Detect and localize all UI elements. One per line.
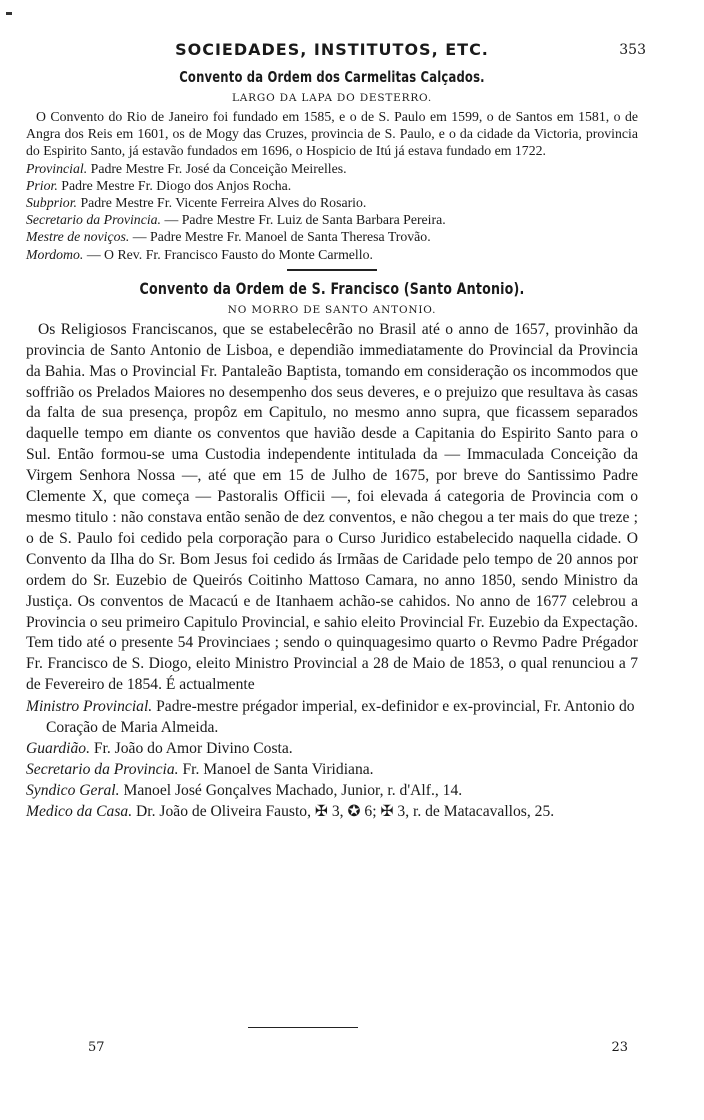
running-title: SOCIEDADES, INSTITUTOS, ETC.: [175, 40, 489, 59]
section1-officer: [26, 160, 638, 177]
printer-mark: [6, 12, 12, 15]
officer-name: Padre-mestre prégador imperial, ex-definidor e ex-provincial, Fr. Antonio do Coração de Maria Almeida.: [46, 698, 635, 737]
section2-text: Os Religiosos Franciscanos, que se estabelecêrão no Brasil até o anno de 1657, provinhão da provincia de Santo Antonio de Lisboa, e dependião immediatamente do Provincial da Provincia da Bahia. Mas o Provincial Fr. Pantaleão Baptista, tomando em consideração os incommodos que soffrião os Prelados Maiores no desempenho dos seus deveres, e o prejuizo que resultava às casas da falta de sua presença, propôz em Capitulo, no mesmo anno supra, que ficassem separados daquelle tempo em diante os conventos que havião desde a Capitania do Espirito Santo para o Sul. Então formou-se uma Custodia independente intitulada da — Immaculada Conceição da Virgem Senhora Nossa —, até que em 15 de Julho de 1675, por breve do Santissimo Padre Clemente X, que começa — Pastoralis Officii —, foi elevada á categoria de Provincia com o mesmo titulo : não constava então senão de dez conventos, e não chegou a ter mais do que treze ; o de S. Paulo foi cedido pela corporação para o Curso Juridico estabelecido naquella cidade. O Convento da Ilha do Sr. Bom Jesus foi cedido ás Irmãas de Caridade pelo tempo de 20 annos por ordem do Sr. Euzebio de Queirós Coitinho Mattoso Camara, no anno 1850, sendo Ministro da Justiça. Os conventos de Macacú e de Itanhaem achão-se cahidos. No anno de 1677 celebrou a Provincia o seu primeiro Capitulo Provincial, e sahio eleito Provincial Fr. Euzebio da Expectação. Tem tido até o presente 54 Provinciaes ; sendo o quinquagesimo quarto o Revmo Padre Prégador Fr. Francisco de S. Diogo, eleito Ministro Provincial a 28 de Maio de 1853, o qual renunciou a 7 de Fevereiro de 1854. É actualmente: [26, 320, 638, 694]
signature-mark-right: 23: [611, 1040, 628, 1055]
running-header: [26, 38, 646, 64]
section2-officer: [26, 759, 638, 780]
section1-location: LARGO DA LAPA DO DESTERRO.: [232, 92, 432, 104]
signature-mark-left: 57: [88, 1040, 105, 1055]
officer-name: Fr. Manoel de Santa Viridiana.: [182, 761, 374, 779]
section2-officer: [26, 801, 638, 822]
section2-location: NO MORRO DE SANTO ANTONIO.: [227, 303, 437, 316]
officer-role: Secretario da Provincia.: [26, 212, 161, 228]
footer: [26, 1040, 638, 1064]
section2-officer: [26, 738, 638, 759]
officer-role: Ministro Provincial.: [26, 698, 153, 716]
officer-role: Medico da Casa.: [26, 803, 133, 821]
page: [26, 38, 646, 822]
section1-officer: [26, 177, 638, 194]
page-number: 353: [619, 42, 646, 58]
officer-role: Subprior.: [26, 195, 77, 211]
officer-role: Syndico Geral.: [26, 782, 120, 800]
officer-name: Fr. João do Amor Divino Costa.: [93, 740, 293, 758]
section1-title: Convento da Ordem dos Carmelitas Calçados.: [179, 68, 485, 86]
officer-role: Guardião.: [26, 740, 90, 758]
section-divider: [287, 269, 377, 271]
officer-name: Padre Mestre Fr. Diogo dos Anjos Rocha.: [61, 177, 292, 193]
officer-name: — O Rev. Fr. Francisco Fausto do Monte Carmello.: [86, 246, 373, 262]
footer-divider: [248, 1027, 358, 1028]
section1-officer: [26, 246, 638, 263]
officer-name: Dr. João de Oliveira Fausto, ✠ 3, ✪ 6; ✠ 3, r. de Matacavallos, 25.: [136, 803, 555, 821]
officer-name: Manoel José Gonçalves Machado, Junior, r. d'Alf., 14.: [123, 782, 463, 800]
officer-role: Mordomo.: [26, 246, 84, 262]
officer-name: Padre Mestre Fr. Vicente Ferreira Alves do Rosario.: [80, 195, 367, 211]
section2-officer: [26, 780, 638, 801]
section1-officer: [26, 228, 638, 245]
officer-role: Prior.: [26, 177, 58, 193]
officer-role: Secretario da Provincia.: [26, 761, 179, 779]
officer-role: Mestre de noviços.: [26, 229, 130, 245]
section1-text: O Convento do Rio de Janeiro foi fundado em 1585, e o de S. Paulo em 1599, o de Santos em 1581, o de Angra dos Reis em 1601, os de Mogy das Cruzes, provincia de S. Paulo, e o da cidade da Victoria, provincia do Espirito Santo, já estavão fundados em 1696, o Hospicio de Itú já estava fundado em 1722.: [26, 109, 638, 159]
section2-officer: [26, 696, 638, 738]
officer-name: Padre Mestre Fr. José da Conceição Meirelles.: [90, 160, 347, 176]
section2-title: Convento da Ordem de S. Francisco (Santo Antonio).: [139, 278, 525, 298]
section1-officer: [26, 211, 638, 228]
officer-name: — Padre Mestre Fr. Manoel de Santa Theresa Trovão.: [132, 229, 431, 245]
officer-name: — Padre Mestre Fr. Luiz de Santa Barbara Pereira.: [164, 212, 446, 228]
section1-officer: [26, 194, 638, 211]
officer-role: Provincial.: [26, 160, 88, 176]
